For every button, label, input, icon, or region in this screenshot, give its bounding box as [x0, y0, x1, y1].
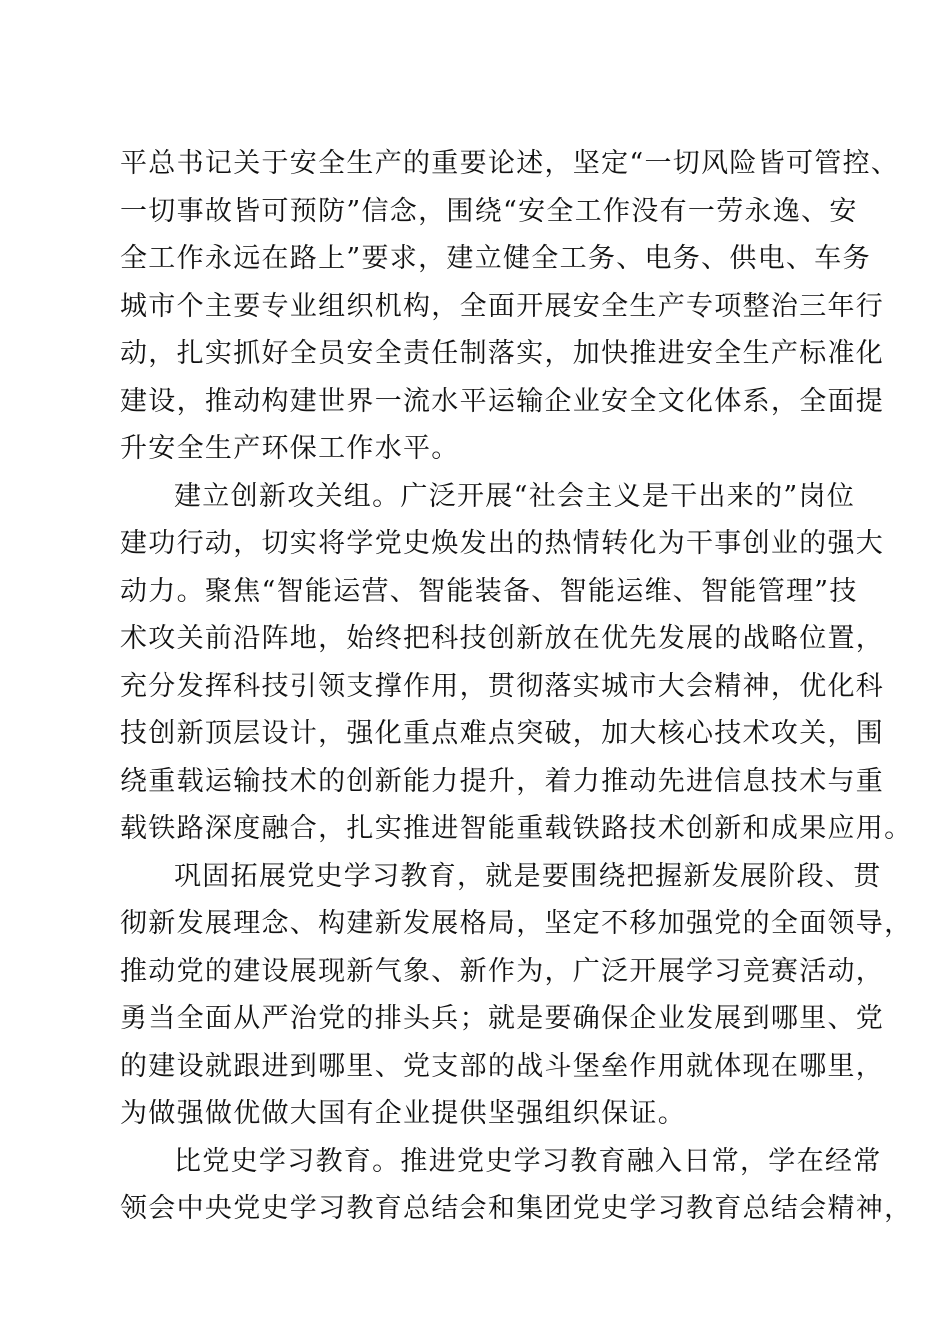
text-line: 建立创新攻关组。广泛开展“社会主义是干出来的”岗位 — [174, 480, 856, 512]
text-line: 建设，推动构建世界一流水平运输企业安全文化体系，全面提 — [120, 385, 885, 417]
text-line: 的建设就跟进到哪里、党支部的战斗堡垒作用就体现在哪里， — [120, 1050, 885, 1082]
text-line: 一切事故皆可预防”信念，围绕“安全工作没有一劳永逸、安 — [120, 195, 858, 227]
paragraph-safety — [120, 140, 900, 473]
text-line: 充分发挥科技引领支撑作用，贯彻落实城市大会精神，优化科 — [120, 670, 885, 702]
paragraph-innovation — [120, 473, 913, 853]
text-line: 比党史学习教育。推进党史学习教育融入日常，学在经常 — [174, 1145, 882, 1177]
text-line: 技创新顶层设计，强化重点难点突破，加大核心技术攻关，围 — [120, 718, 885, 749]
text-line: 全工作永远在路上”要求，建立健全工务、电务、供电、车务 — [120, 243, 871, 274]
text-line: 巩固拓展党史学习教育，就是要围绕把握新发展阶段、贯 — [174, 860, 882, 892]
text-line: 动力。聚焦“智能运营、智能装备、智能运维、智能管理”技 — [120, 575, 858, 607]
text-line: 为做强做优做大国有企业提供坚强组织保证。 — [120, 1098, 686, 1129]
text-line: 升安全生产环保工作水平。 — [120, 433, 460, 464]
text-line: 绕重载运输技术的创新能力提升，着力推动先进信息技术与重 — [120, 765, 885, 797]
text-line: 载铁路深度融合，扎实推进智能重载铁路技术创新和成果应用。 — [120, 813, 913, 844]
paragraph-study-education — [120, 1138, 913, 1233]
text-line: 平总书记关于安全生产的重要论述，坚定“一切风险皆可管控、 — [120, 148, 900, 179]
text-line: 彻新发展理念、构建新发展格局，坚定不移加强党的全面领导， — [120, 908, 913, 939]
text-line: 勇当全面从严治党的排头兵；就是要确保企业发展到哪里、党 — [120, 1003, 885, 1034]
paragraph-party-history — [120, 853, 913, 1138]
text-line: 动，扎实抓好全员安全责任制落实，加快推进安全生产标准化 — [120, 338, 885, 369]
text-line: 术攻关前沿阵地，始终把科技创新放在优先发展的战略位置， — [120, 623, 885, 654]
text-line: 建功行动，切实将学党史焕发出的热情转化为干事创业的强大 — [120, 528, 885, 559]
text-line: 推动党的建设展现新气象、新作为，广泛开展学习竞赛活动， — [120, 955, 885, 987]
text-line: 领会中央党史学习教育总结会和集团党史学习教育总结会精神， — [120, 1193, 913, 1224]
document-body — [120, 140, 913, 1233]
text-line: 城市个主要专业组织机构，全面开展安全生产专项整治三年行 — [120, 290, 885, 322]
